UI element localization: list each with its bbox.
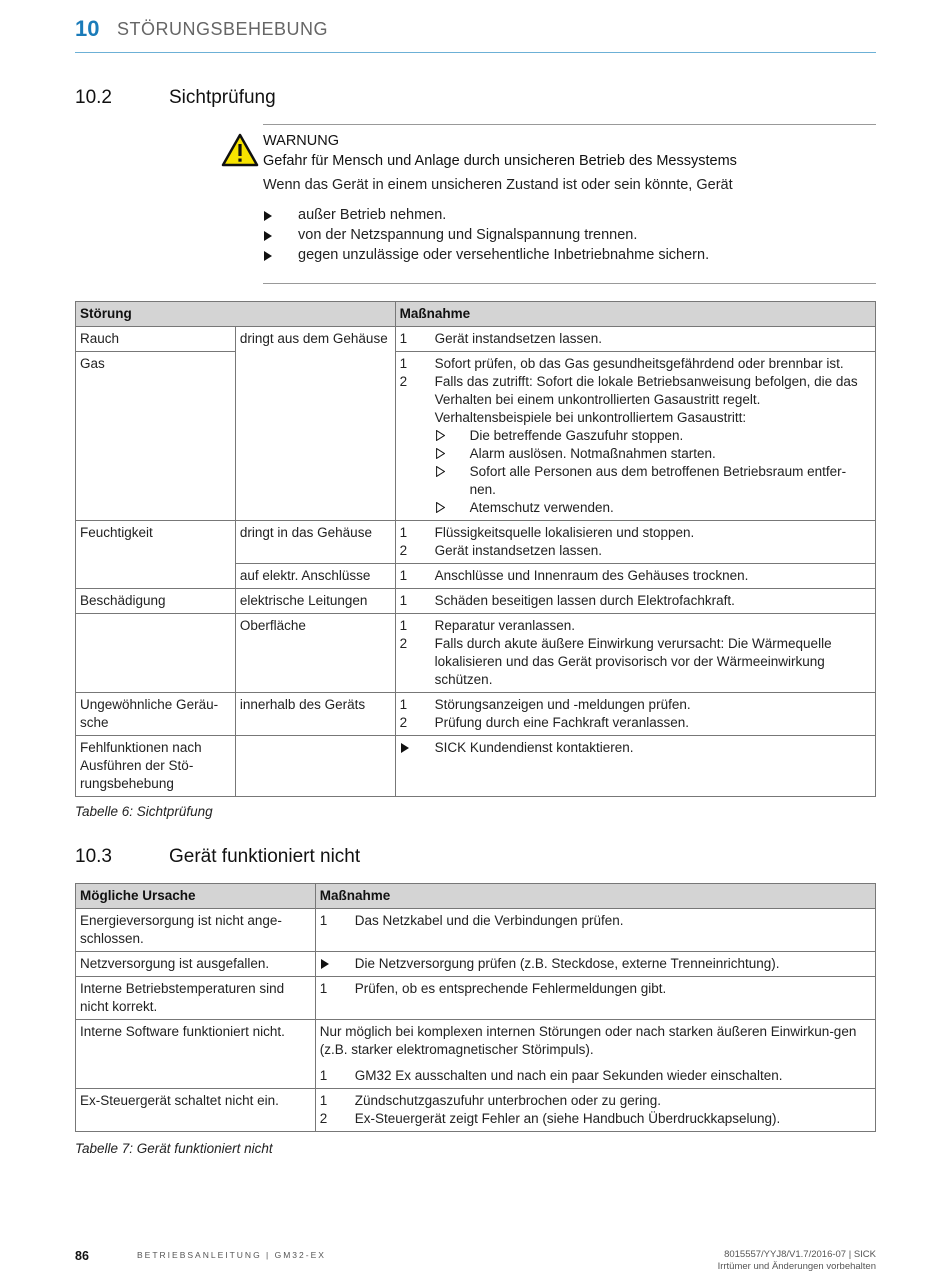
cell-beschaedigung: Beschädigung <box>76 589 236 614</box>
cell-feuchtigkeit: Feuchtigkeit <box>76 521 236 589</box>
page-number: 86 <box>75 1249 89 1263</box>
cell-geraeusche: Ungewöhnliche Geräu-sche <box>76 693 236 736</box>
document-title: BETRIEBSANLEITUNG | GM32-EX <box>137 1250 326 1260</box>
result-triangle-icon <box>436 466 445 477</box>
table-row <box>76 736 876 797</box>
section-number: 10.2 <box>75 87 112 108</box>
table-row <box>76 693 876 736</box>
cell-leitungen-action: 1 Schäden beseitigen lassen durch Elektrofachkraft. <box>395 589 875 614</box>
cell-cause: Interne Betriebstemperaturen sind nicht korrekt. <box>76 977 316 1020</box>
header-massnahme: Maßnahme <box>315 884 875 909</box>
section-number: 10.3 <box>75 846 112 867</box>
cell-action: Nur möglich bei komplexen internen Störungen oder nach starken äußeren Einwirkun-gen (z.B. starker elektromagnetischer Störimpuls). 1 GM32 Ex ausschalten und nach ein paar Sekunden wieder einschalten. <box>315 1020 875 1089</box>
section-title: Gerät funktioniert nicht <box>169 846 361 867</box>
cell-leitungen: elektrische Leitungen <box>235 589 395 614</box>
section-title: Sichtprüfung <box>169 87 276 108</box>
cell-geraeusche-action: 1 Störungsanzeigen und -meldungen prüfen. 2 Prüfung durch eine Fachkraft veranlassen. <box>395 693 875 736</box>
section-heading-10-3 <box>75 846 360 868</box>
table-geraet-funktioniert-nicht <box>75 883 876 1132</box>
cell-anschluesse-action: 1 Anschlüsse und Innenraum des Gehäuses trocknen. <box>395 564 875 589</box>
cell-fehlfunktionen-action: SICK Kundendienst kontaktieren. <box>395 736 875 797</box>
table-row <box>76 589 876 614</box>
warning-list-item: von der Netzspannung und Signalspannung trennen. <box>263 225 709 245</box>
bullet-arrow-icon <box>401 743 409 753</box>
table-header-row <box>76 884 876 909</box>
cell-empty <box>76 614 236 693</box>
result-triangle-icon <box>436 502 445 513</box>
section-heading-10-2 <box>75 87 276 109</box>
table-row <box>76 1020 876 1089</box>
table-row <box>76 521 876 564</box>
footer-note: Irrtümer und Änderungen vorbehalten <box>717 1261 876 1272</box>
bullet-arrow-icon <box>264 231 272 241</box>
table-row <box>76 977 876 1020</box>
cell-action: 1 Prüfen, ob es entsprechende Fehlermeldungen gibt. <box>315 977 875 1020</box>
table-row <box>76 614 876 693</box>
table-row <box>76 1089 876 1132</box>
cell-gas-action: 1 Sofort prüfen, ob das Gas gesundheitsgefährdend oder brennbar ist. 2 Falls das zutrifft: Sofort die lokale Betriebsanweisung befolgen, die das Verhalten bei einem unkontrollierten Gasaustritt regelt. Verhaltensbeispiele bei unkontrolliertem Gasaustritt: Die betreffende Gaszufuhr stoppen. Alarm auslösen. Notmaßnahmen starten. Sofort alle Personen aus dem betroffenen Betriebsraum entfer-nen. Atemschutz verwenden. <box>395 352 875 521</box>
warning-list-item: gegen unzulässige oder versehentliche Inbetriebnahme sichern. <box>263 245 709 265</box>
warning-box <box>263 124 876 284</box>
chapter-header <box>75 14 876 53</box>
result-triangle-icon <box>436 448 445 459</box>
cell-action: Die Netzversorgung prüfen (z.B. Steckdose, externe Trenneinrichtung). <box>315 952 875 977</box>
chapter-number: 10 <box>75 16 100 41</box>
chapter-title: STÖRUNGSBEHEBUNG <box>117 19 329 39</box>
cell-action: 1 Das Netzkabel und die Verbindungen prüfen. <box>315 909 875 952</box>
table-caption: Tabelle 6: Sichtprüfung <box>75 804 213 819</box>
table-row <box>76 952 876 977</box>
table-row <box>76 909 876 952</box>
cell-innerhalb: innerhalb des Geräts <box>235 693 395 736</box>
cell-cause: Ex-Steuergerät schaltet nicht ein. <box>76 1089 316 1132</box>
table-sichtpruefung <box>75 301 876 797</box>
warning-text: Wenn das Gerät in einem unsicheren Zustand ist oder sein könnte, Gerät <box>263 177 733 193</box>
cell-dringt-in: dringt in das Gehäuse <box>235 521 395 564</box>
warning-list-item: außer Betrieb nehmen. <box>263 205 709 225</box>
cell-cause: Energieversorgung ist nicht ange-schlossen. <box>76 909 316 952</box>
table-caption: Tabelle 7: Gerät funktioniert nicht <box>75 1141 273 1156</box>
bullet-arrow-icon <box>264 211 272 221</box>
result-triangle-icon <box>436 430 445 441</box>
document-reference: 8015557/YYJ8/V1.7/2016-07 | SICK <box>724 1249 876 1260</box>
cell-oberflaeche: Oberfläche <box>235 614 395 693</box>
cell-empty <box>235 736 395 797</box>
cell-dringt-aus: dringt aus dem Gehäuse <box>235 327 395 521</box>
cell-anschluesse: auf elektr. Anschlüsse <box>235 564 395 589</box>
cell-fehlfunktionen: Fehlfunktionen nach Ausführen der Stö-rungsbehebung <box>76 736 236 797</box>
cell-feuchtigkeit-action: 1 Flüssigkeitsquelle lokalisieren und stoppen. 2 Gerät instandsetzen lassen. <box>395 521 875 564</box>
warning-list <box>263 205 709 265</box>
cell-gas: Gas <box>76 352 236 521</box>
cell-action: 1 Zündschutzgaszufuhr unterbrochen oder zu gering. 2 Ex-Steuergerät zeigt Fehler an (siehe Handbuch Überdruckkapselung). <box>315 1089 875 1132</box>
table-row <box>76 327 876 352</box>
header-massnahme: Maßnahme <box>395 302 875 327</box>
cell-cause: Interne Software funktioniert nicht. <box>76 1020 316 1089</box>
header-ursache: Mögliche Ursache <box>76 884 316 909</box>
warning-title: WARNUNG <box>263 133 339 149</box>
table-row <box>76 352 876 521</box>
cell-note: Nur möglich bei komplexen internen Störungen oder nach starken äußeren Einwirkun-gen (z.B. starker elektromagnetischer Störimpuls). <box>319 1024 857 1057</box>
warning-subtitle: Gefahr für Mensch und Anlage durch unsicheren Betrieb des Messystems <box>263 153 737 169</box>
bullet-arrow-icon <box>321 959 329 969</box>
cell-cause: Netzversorgung ist ausgefallen. <box>76 952 316 977</box>
cell-rauch: Rauch <box>76 327 236 352</box>
header-stoerung: Störung <box>76 302 396 327</box>
warning-triangle-icon <box>221 133 259 167</box>
table-header-row <box>76 302 876 327</box>
footer-reference <box>718 1249 876 1273</box>
cell-oberflaeche-action: 1 Reparatur veranlassen. 2 Falls durch akute äußere Einwirkung verursacht: Die Wärmequelle lokalisieren und das Gerät provisorisch vor der Wärmeeinwirkung schützen. <box>395 614 875 693</box>
bullet-arrow-icon <box>264 251 272 261</box>
cell-rauch-action: 1 Gerät instandsetzen lassen. <box>395 327 875 352</box>
